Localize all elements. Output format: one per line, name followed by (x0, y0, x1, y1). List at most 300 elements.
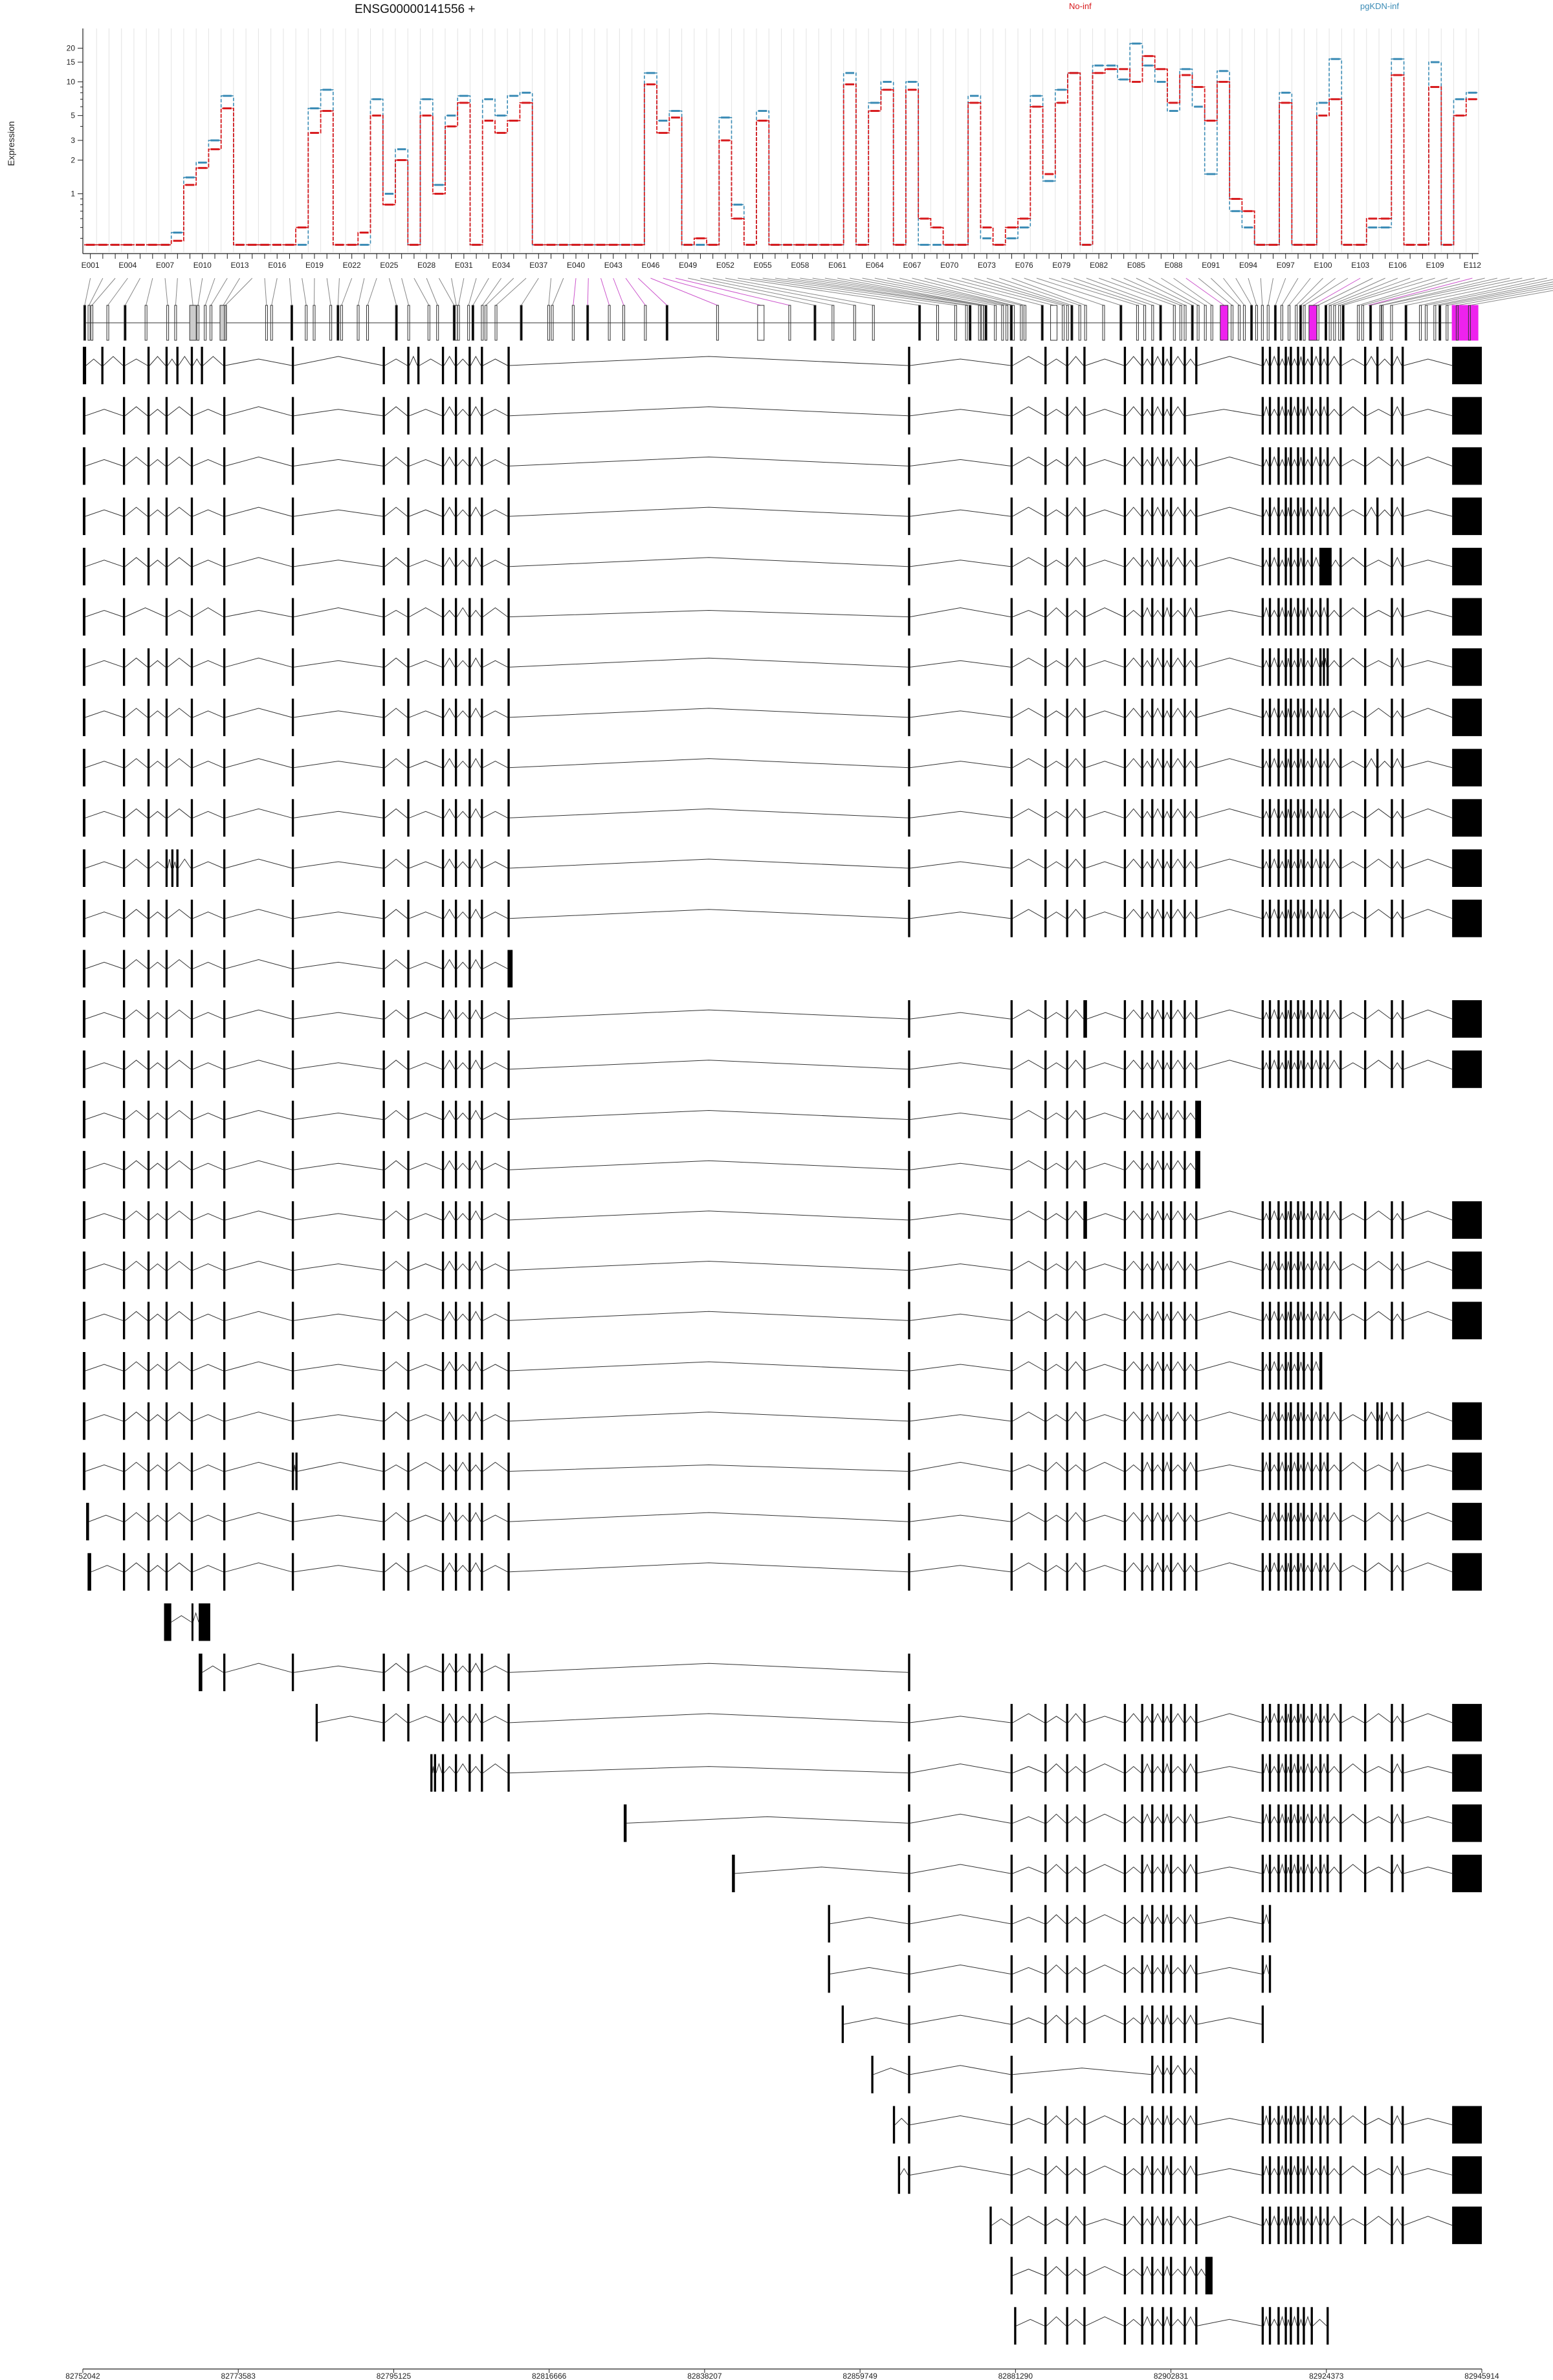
intron-line (1299, 1512, 1303, 1522)
intron-line (225, 359, 292, 366)
data-point-pgkdn-inf (1169, 110, 1178, 112)
exon-block (1364, 900, 1366, 937)
exon-block (1124, 2257, 1126, 2295)
exon-block (1319, 1704, 1321, 1741)
intron-line (1172, 759, 1184, 768)
intron-line (1299, 457, 1303, 466)
intron-line (1328, 1867, 1339, 1873)
intron-line (1013, 1465, 1044, 1471)
exon-block (407, 1201, 409, 1239)
exon-block (1402, 598, 1404, 636)
exon-block (199, 1654, 203, 1691)
intron-line (171, 1616, 192, 1622)
intron-line (1164, 761, 1170, 768)
intron-line (1143, 1764, 1151, 1773)
exon-connector (389, 278, 396, 305)
intron-line (193, 1465, 223, 1471)
intron-line (1186, 1716, 1195, 1723)
exon-block (1083, 447, 1085, 485)
exon-block (455, 950, 457, 987)
exon-block (1303, 1704, 1305, 1741)
exon-block (1364, 1503, 1366, 1540)
intron-line (125, 407, 148, 416)
exon-block (1044, 699, 1046, 736)
exon-block (1303, 1000, 1305, 1038)
intron-line (1264, 1814, 1269, 1823)
intron-line (1086, 2267, 1124, 2276)
intron-line (1366, 1817, 1391, 1823)
intron-line (1299, 759, 1303, 768)
exon-block (1364, 1704, 1366, 1741)
intron-line (1153, 2168, 1162, 2175)
intron-line (457, 1716, 468, 1723)
exon-block (507, 1252, 509, 1289)
intron-line (910, 1012, 1011, 1019)
exon-block (177, 347, 179, 384)
exon-block (1066, 1302, 1068, 1339)
intron-line (385, 1563, 408, 1572)
exon-block (382, 397, 384, 435)
exon-block (1066, 1754, 1068, 1792)
exon-connector (1136, 278, 1193, 305)
intron-line (1366, 457, 1391, 466)
intron-line (85, 811, 123, 818)
intron-line (483, 1462, 507, 1471)
intron-line (470, 1261, 481, 1271)
exon-block (1269, 347, 1271, 384)
exon-block (1452, 2106, 1482, 2144)
exon-block (908, 1352, 910, 1390)
exon-block (1452, 1804, 1482, 1842)
intron-line (1271, 611, 1277, 617)
exon-block (1162, 2056, 1164, 2093)
intron-line (510, 407, 909, 416)
intron-line (457, 510, 468, 516)
transcript-row (828, 1905, 1272, 1943)
exon-block (442, 1553, 444, 1591)
exon-block (148, 799, 149, 836)
exon-connector (223, 278, 240, 305)
exon-block (1011, 1553, 1013, 1591)
intron-line (1143, 2267, 1151, 2276)
exon-block (1141, 598, 1143, 636)
exon-block (468, 849, 470, 887)
exon-block (1452, 1452, 1482, 1490)
exon-block (455, 1452, 457, 1490)
intron-line (1321, 1462, 1327, 1471)
exon-block (455, 1352, 457, 1390)
intron-line (1366, 1211, 1391, 1220)
intron-line (149, 1566, 166, 1572)
exon-block (1297, 2207, 1299, 2244)
data-point-pgkdn-inf (485, 98, 493, 100)
exon-block (1452, 648, 1482, 686)
intron-line (385, 859, 408, 868)
exon-block (624, 1804, 626, 1842)
intron-line (1280, 510, 1285, 516)
intron-line (1068, 708, 1083, 717)
intron-line (1366, 1261, 1391, 1271)
data-point-no-inf (335, 244, 344, 246)
intron-line (125, 608, 165, 617)
exon-block (442, 1051, 444, 1088)
intron-line (1013, 910, 1044, 919)
intron-line (1287, 1563, 1290, 1572)
exon-block (468, 749, 470, 787)
exon-block (1452, 2156, 1482, 2194)
intron-line (1046, 510, 1066, 516)
intron-line (1143, 811, 1151, 818)
data-point-pgkdn-inf (1057, 89, 1066, 91)
exon-block (166, 1352, 168, 1390)
exon-block (828, 1905, 830, 1943)
data-point-no-inf (509, 120, 518, 122)
exon-block (468, 1704, 470, 1741)
intron-line (1287, 658, 1290, 667)
exon-block (1319, 598, 1321, 636)
transcript-row (87, 1553, 1482, 1591)
intron-line (1271, 1465, 1277, 1471)
exon-block (166, 1000, 168, 1038)
exon-block (1269, 1855, 1271, 1892)
exon-block (292, 749, 294, 787)
exon-block (1391, 1302, 1393, 1339)
intron-line (1280, 1764, 1285, 1773)
exon-block (1269, 1000, 1271, 1038)
exon-block (223, 1654, 225, 1691)
data-point-pgkdn-inf (497, 115, 505, 116)
exon-block (1339, 1804, 1341, 1842)
exon-block (1011, 1252, 1013, 1289)
intron-line (1068, 457, 1083, 466)
intron-line (510, 759, 909, 768)
intron-line (1366, 1767, 1391, 1773)
exon-block (1184, 447, 1185, 485)
intron-line (483, 811, 507, 818)
exon-block (382, 1051, 384, 1088)
exon-block (1011, 699, 1013, 736)
exon-block (123, 799, 125, 836)
data-point-no-inf (1257, 244, 1265, 246)
exon-block (1319, 497, 1321, 535)
intron-line (1404, 1311, 1452, 1320)
data-point-no-inf (223, 107, 232, 109)
intron-line (168, 558, 191, 567)
data-point-pgkdn-inf (298, 244, 306, 246)
intron-line (225, 407, 292, 416)
expression-plot (67, 28, 1482, 270)
intron-line (910, 2166, 1011, 2175)
exon-connector (1186, 278, 1224, 305)
intron-line (444, 407, 455, 416)
intron-line (1264, 1915, 1269, 1924)
intron-line (1280, 2166, 1285, 2175)
exon-block (1066, 2005, 1068, 2043)
intron-line (1172, 1161, 1184, 1170)
exon-block (1011, 648, 1013, 686)
exon-block (1284, 900, 1286, 937)
exon-block (1391, 1051, 1393, 1088)
intron-line (1153, 1512, 1162, 1522)
intron-line (1143, 1915, 1151, 1924)
data-point-no-inf (248, 244, 256, 246)
exon-block (1402, 447, 1404, 485)
exon-block (407, 1403, 409, 1440)
intron-line (910, 1814, 1011, 1823)
genomic-tick-label: 82881290 (998, 2372, 1033, 2380)
exon-block (1083, 1101, 1085, 1139)
transcript-row (83, 799, 1482, 836)
intron-line (410, 1716, 442, 1723)
exon-block (1151, 699, 1153, 736)
y-tick-label: 20 (66, 43, 75, 53)
intron-line (1321, 1214, 1327, 1220)
intron-line (1393, 2219, 1402, 2225)
intron-line (104, 356, 123, 366)
intron-line (1366, 1563, 1391, 1572)
intron-line (1186, 1113, 1195, 1120)
exon-block (1402, 2106, 1404, 2144)
intron-line (1153, 1261, 1162, 1271)
exon-block (481, 950, 483, 987)
intron-line (1197, 1917, 1261, 1924)
intron-line (1305, 1764, 1311, 1773)
exon-block (1297, 2106, 1299, 2144)
exon-block (1277, 1252, 1279, 1289)
exon-block (1277, 1403, 1279, 1440)
data-point-no-inf (970, 102, 978, 104)
exon-block (1339, 749, 1341, 787)
exon-block (1452, 749, 1482, 787)
exon-block (382, 1000, 384, 1038)
intron-line (89, 1515, 123, 1522)
intron-line (1143, 912, 1151, 919)
intron-line (385, 959, 408, 968)
exon-block (1162, 1101, 1164, 1139)
exon-block (166, 1302, 168, 1339)
data-point-no-inf (1393, 74, 1402, 76)
exon-connector (987, 278, 1072, 305)
exon-block (1339, 497, 1341, 535)
genomic-tick-label: 82838207 (687, 2372, 722, 2380)
intron-line (1164, 2166, 1170, 2175)
exon-block (1162, 1000, 1164, 1038)
data-point-pgkdn-inf (646, 72, 655, 74)
intron-line (1366, 809, 1391, 818)
intron-line (1271, 409, 1277, 416)
exon-block (468, 1553, 470, 1591)
intron-line (1299, 1060, 1303, 1069)
intron-line (168, 1060, 191, 1069)
intron-line (1186, 1864, 1195, 1873)
intron-line (203, 1666, 223, 1672)
intron-line (85, 510, 123, 516)
intron-line (1013, 1211, 1044, 1220)
intron-line (1393, 912, 1402, 919)
exon-block (1141, 347, 1143, 384)
exon-block (1290, 699, 1292, 736)
exon-block (292, 900, 294, 937)
exon-block (1011, 598, 1013, 636)
exon-block (1327, 1403, 1328, 1440)
intron-line (1342, 2116, 1365, 2125)
intron-line (1264, 1864, 1269, 1873)
data-point-no-inf (347, 244, 356, 246)
intron-line (1393, 1063, 1402, 1069)
intron-line (1143, 761, 1151, 768)
exon-block (1269, 749, 1271, 787)
exon-block (1303, 749, 1305, 787)
exon-block (468, 397, 470, 435)
data-point-pgkdn-inf (1331, 58, 1339, 60)
exon-block (1284, 2156, 1286, 2194)
x-tick-label: E007 (156, 261, 175, 270)
exon-block (223, 447, 225, 485)
exon-block (1452, 1302, 1482, 1339)
intron-line (193, 1415, 223, 1421)
exon-block (1083, 1553, 1085, 1591)
intron-line (444, 1311, 455, 1320)
data-point-pgkdn-inf (1319, 102, 1327, 104)
intron-line (1164, 1113, 1170, 1120)
exon-block (1151, 1403, 1153, 1440)
intron-line (910, 862, 1011, 868)
exon-connector (358, 278, 364, 305)
exon-block (1124, 1352, 1126, 1390)
exon-block (1044, 598, 1046, 636)
intron-line (470, 1111, 481, 1120)
intron-line (1186, 711, 1195, 717)
intron-line (1186, 1965, 1195, 1974)
data-point-pgkdn-inf (1157, 81, 1165, 83)
intron-line (1197, 2018, 1261, 2024)
exon-block (908, 749, 910, 787)
intron-line (1299, 611, 1303, 617)
x-tick-label: E112 (1463, 261, 1481, 270)
intron-line (385, 507, 408, 516)
exon-block (1303, 598, 1305, 636)
exon-block (1364, 799, 1366, 836)
exon-block (1452, 1553, 1482, 1591)
intron-line (125, 359, 148, 366)
intron-line (1264, 1566, 1269, 1572)
intron-line (225, 1412, 292, 1421)
exon-connector (108, 278, 128, 305)
exon-block (83, 699, 85, 736)
exon-block (455, 1704, 457, 1741)
intron-line (1305, 1716, 1311, 1723)
intron-line (1313, 1465, 1319, 1471)
exon-block (908, 1201, 910, 1239)
intron-line (1143, 1716, 1151, 1723)
intron-line (1264, 407, 1269, 416)
intron-line (1046, 359, 1066, 366)
exon-block (1277, 648, 1279, 686)
exon-block (1151, 1101, 1153, 1139)
data-point-no-inf (1107, 68, 1116, 70)
exon-block (1162, 397, 1164, 435)
intron-line (1126, 1261, 1141, 1271)
intron-line (1404, 1867, 1452, 1873)
exon-connector (1174, 278, 1212, 305)
exon-block (1284, 1352, 1286, 1390)
exon-block (1066, 397, 1068, 435)
intron-line (1292, 1716, 1297, 1723)
intron-line (410, 1566, 442, 1572)
exon-block (1195, 1051, 1197, 1088)
exon-block (455, 1654, 457, 1691)
intron-line (294, 1364, 382, 1371)
data-point-no-inf (1144, 55, 1152, 57)
intron-line (510, 1663, 909, 1672)
exon-block (442, 347, 444, 384)
intron-line (1164, 1415, 1170, 1421)
intron-line (1126, 1412, 1141, 1421)
exon-block (1195, 1905, 1197, 1943)
exon-block (1327, 447, 1328, 485)
exon-box (1274, 305, 1276, 340)
intron-line (1197, 507, 1261, 516)
intron-line (1172, 910, 1184, 919)
transcript-row (83, 1151, 1200, 1188)
intron-line (874, 2068, 909, 2075)
exon-block (908, 1252, 910, 1289)
exon-block (1044, 1403, 1046, 1440)
intron-line (483, 1163, 507, 1170)
exon-block (1141, 1101, 1143, 1139)
exon-block (1083, 1000, 1087, 1038)
transcript-row (83, 598, 1482, 636)
exon-block (1391, 497, 1393, 535)
intron-line (125, 507, 148, 516)
intron-line (510, 658, 909, 667)
exon-block (148, 749, 149, 787)
exon-block (1184, 1754, 1185, 1792)
exon-block (1066, 1905, 1068, 1943)
exon-block (507, 397, 509, 435)
intron-line (1271, 1767, 1277, 1773)
exon-connector (92, 278, 115, 305)
exon-block (1184, 1201, 1185, 1239)
intron-line (1264, 1764, 1269, 1773)
transcript-row (83, 950, 512, 987)
intron-line (457, 1515, 468, 1522)
exon-block (1141, 2207, 1143, 2244)
exon-box (453, 305, 455, 340)
exon-block (1290, 648, 1292, 686)
exon-block (1277, 1855, 1279, 1892)
intron-line (1186, 2267, 1195, 2276)
x-tick-label: E019 (305, 261, 324, 270)
intron-line (444, 1412, 455, 1421)
intron-line (444, 356, 455, 366)
exon-block (1339, 1452, 1341, 1490)
exon-connector (338, 278, 339, 305)
intron-line (1153, 759, 1162, 768)
exon-block (1124, 2307, 1126, 2344)
intron-line (1305, 2116, 1311, 2125)
intron-line (1271, 1060, 1277, 1069)
intron-line (470, 407, 481, 416)
intron-line (1271, 1010, 1277, 1019)
exon-block (407, 1101, 409, 1139)
data-point-pgkdn-inf (310, 107, 318, 109)
exon-block (1327, 849, 1328, 887)
intron-line (1313, 507, 1319, 516)
exon-box (587, 305, 589, 340)
intron-line (168, 708, 191, 717)
data-point-no-inf (298, 226, 306, 228)
